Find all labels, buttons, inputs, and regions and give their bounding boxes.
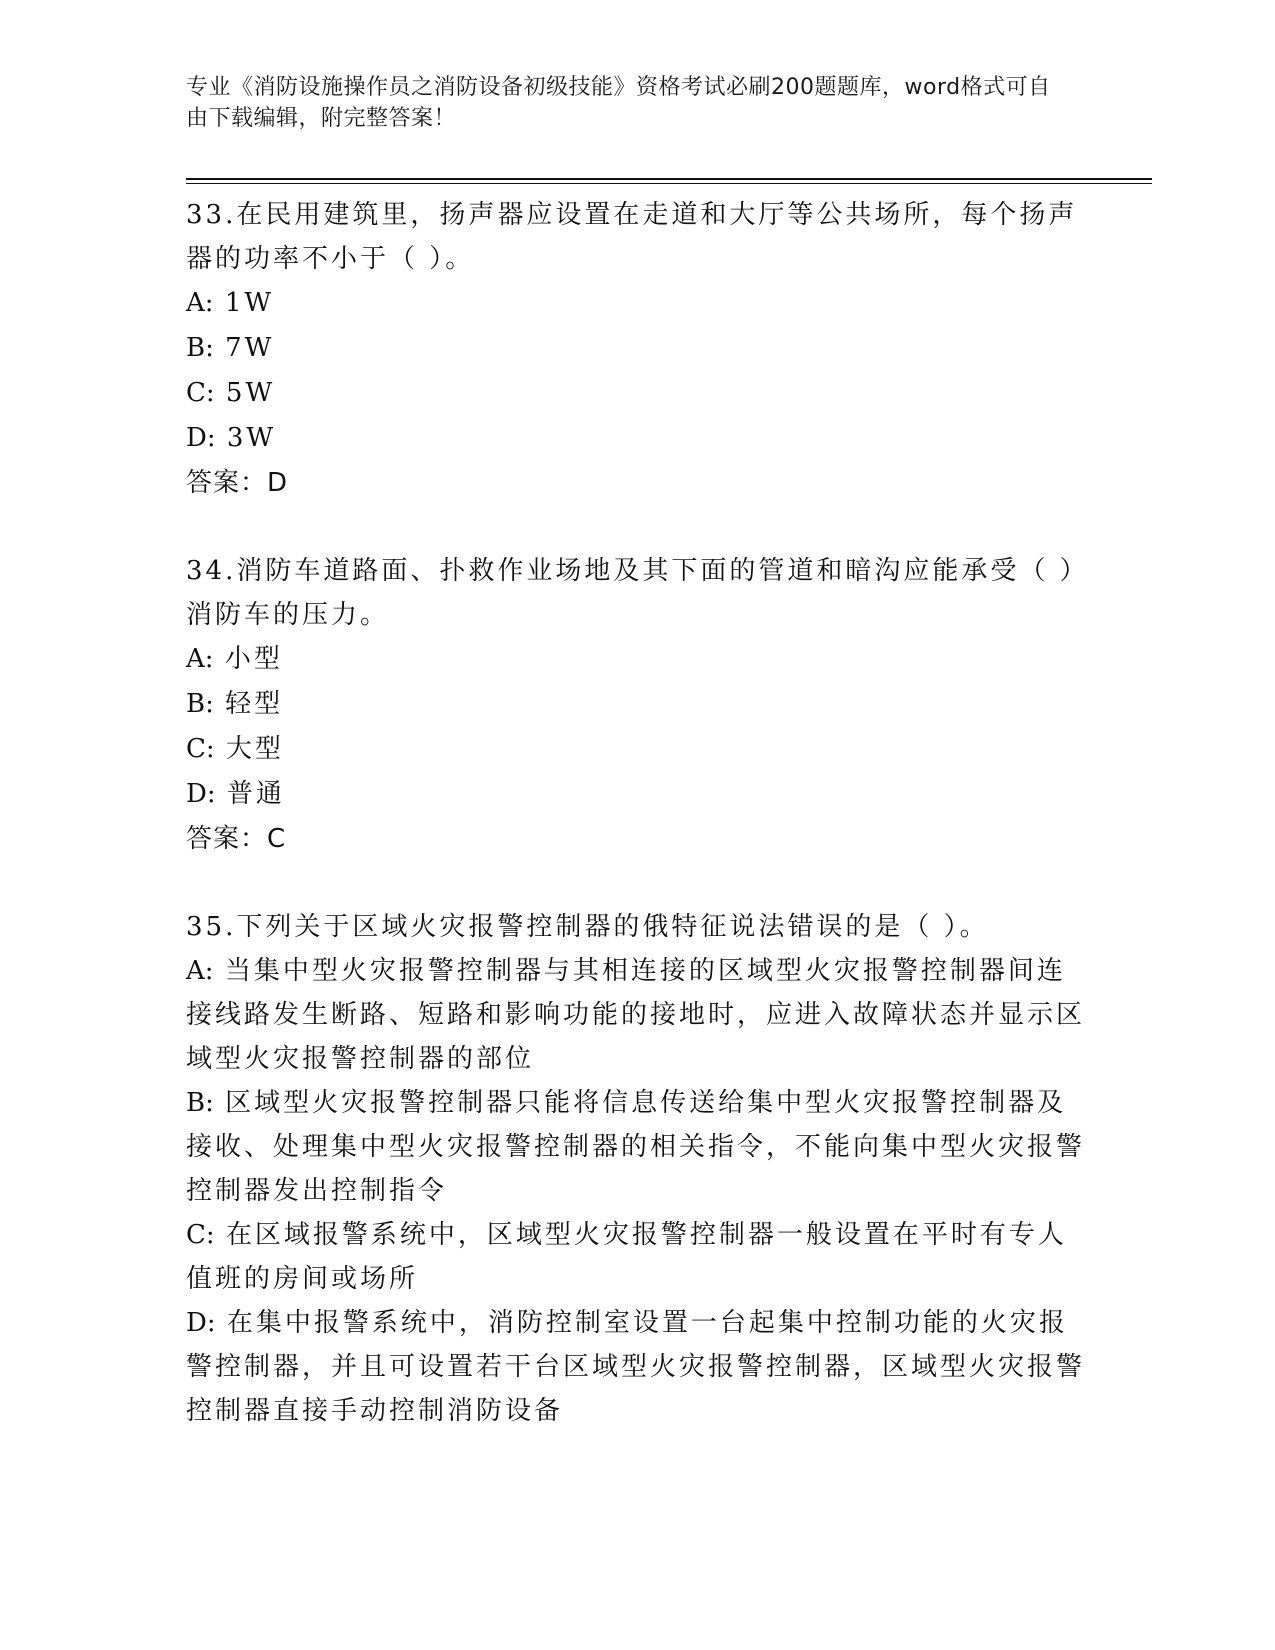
question-stem: 35.下列关于区域火灾报警控制器的俄特征说法错误的是（ ）。 (186, 912, 989, 942)
option-d (186, 1301, 1086, 1433)
option-key: A: (186, 288, 214, 318)
option-text: 区域型火灾报警控制器只能将信息传送给集中型火灾报警控制器及接收、处理集中型火灾报警控制器的相关指令，不能向集中型火灾报警控制器发出控制指令 (186, 1088, 1086, 1206)
option-d (186, 416, 1086, 461)
option-key: A: (186, 644, 214, 674)
option-text: 普通 (226, 779, 285, 809)
header-divider-thin (186, 183, 1152, 184)
option-a (186, 637, 1086, 682)
option-text: 在区域报警系统中，区域型火灾报警控制器一般设置在平时有专人值班的房间或场所 (186, 1220, 1067, 1294)
option-c (186, 371, 1086, 416)
question-list (186, 193, 1086, 1433)
option-b (186, 682, 1086, 727)
option-text: 小型 (224, 644, 283, 674)
option-a (186, 949, 1086, 1081)
option-text: 3W (226, 423, 277, 453)
option-key: B: (186, 689, 214, 719)
option-text: 7W (225, 333, 275, 363)
question-stem: 34.消防车道路面、扑救作业场地及其下面的管道和暗沟应能承受（ ）消防车的压力。 (186, 556, 1076, 630)
option-text: 1W (224, 288, 275, 318)
option-c (186, 1213, 1086, 1301)
option-b (186, 326, 1086, 371)
option-key: D: (186, 1308, 216, 1338)
option-d (186, 772, 1086, 817)
question-stem: 33.在民用建筑里，扬声器应设置在走道和大厅等公共场所，每个扬声器的功率不小于（ ）。 (186, 200, 1078, 274)
answer-line: 答案：D (186, 468, 289, 498)
document-intro: 专业《消防设施操作员之消防设备初级技能》资格考试必刷200题题库，word格式可自由下载编辑，附完整答案！ (186, 75, 1051, 131)
option-key: C: (186, 734, 215, 764)
option-text: 大型 (225, 734, 284, 764)
header-divider-thick (186, 178, 1152, 180)
option-text: 5W (225, 378, 276, 408)
question-34 (186, 549, 1086, 861)
option-key: A: (186, 956, 214, 986)
option-key: B: (186, 333, 214, 363)
question-spacer (186, 861, 1086, 905)
option-text: 当集中型火灾报警控制器与其相连接的区域型火灾报警控制器间连接线路发生断路、短路和影响功能的接地时，应进入故障状态并显示区域型火灾报警控制器的部位 (186, 956, 1086, 1074)
option-text: 轻型 (225, 689, 284, 719)
option-c (186, 727, 1086, 772)
option-text: 在集中报警系统中，消防控制室设置一台起集中控制功能的火灾报警控制器，并且可设置若干台区域型火灾报警控制器，区域型火灾报警控制器直接手动控制消防设备 (186, 1308, 1086, 1426)
option-key: D: (186, 779, 216, 809)
question-33 (186, 193, 1086, 505)
question-spacer (186, 505, 1086, 549)
option-key: B: (186, 1088, 214, 1118)
option-key: C: (186, 1220, 215, 1250)
question-35 (186, 905, 1086, 1433)
option-key: C: (186, 378, 215, 408)
option-key: D: (186, 423, 216, 453)
answer-line: 答案：C (186, 824, 287, 854)
option-a (186, 281, 1086, 326)
option-b (186, 1081, 1086, 1213)
